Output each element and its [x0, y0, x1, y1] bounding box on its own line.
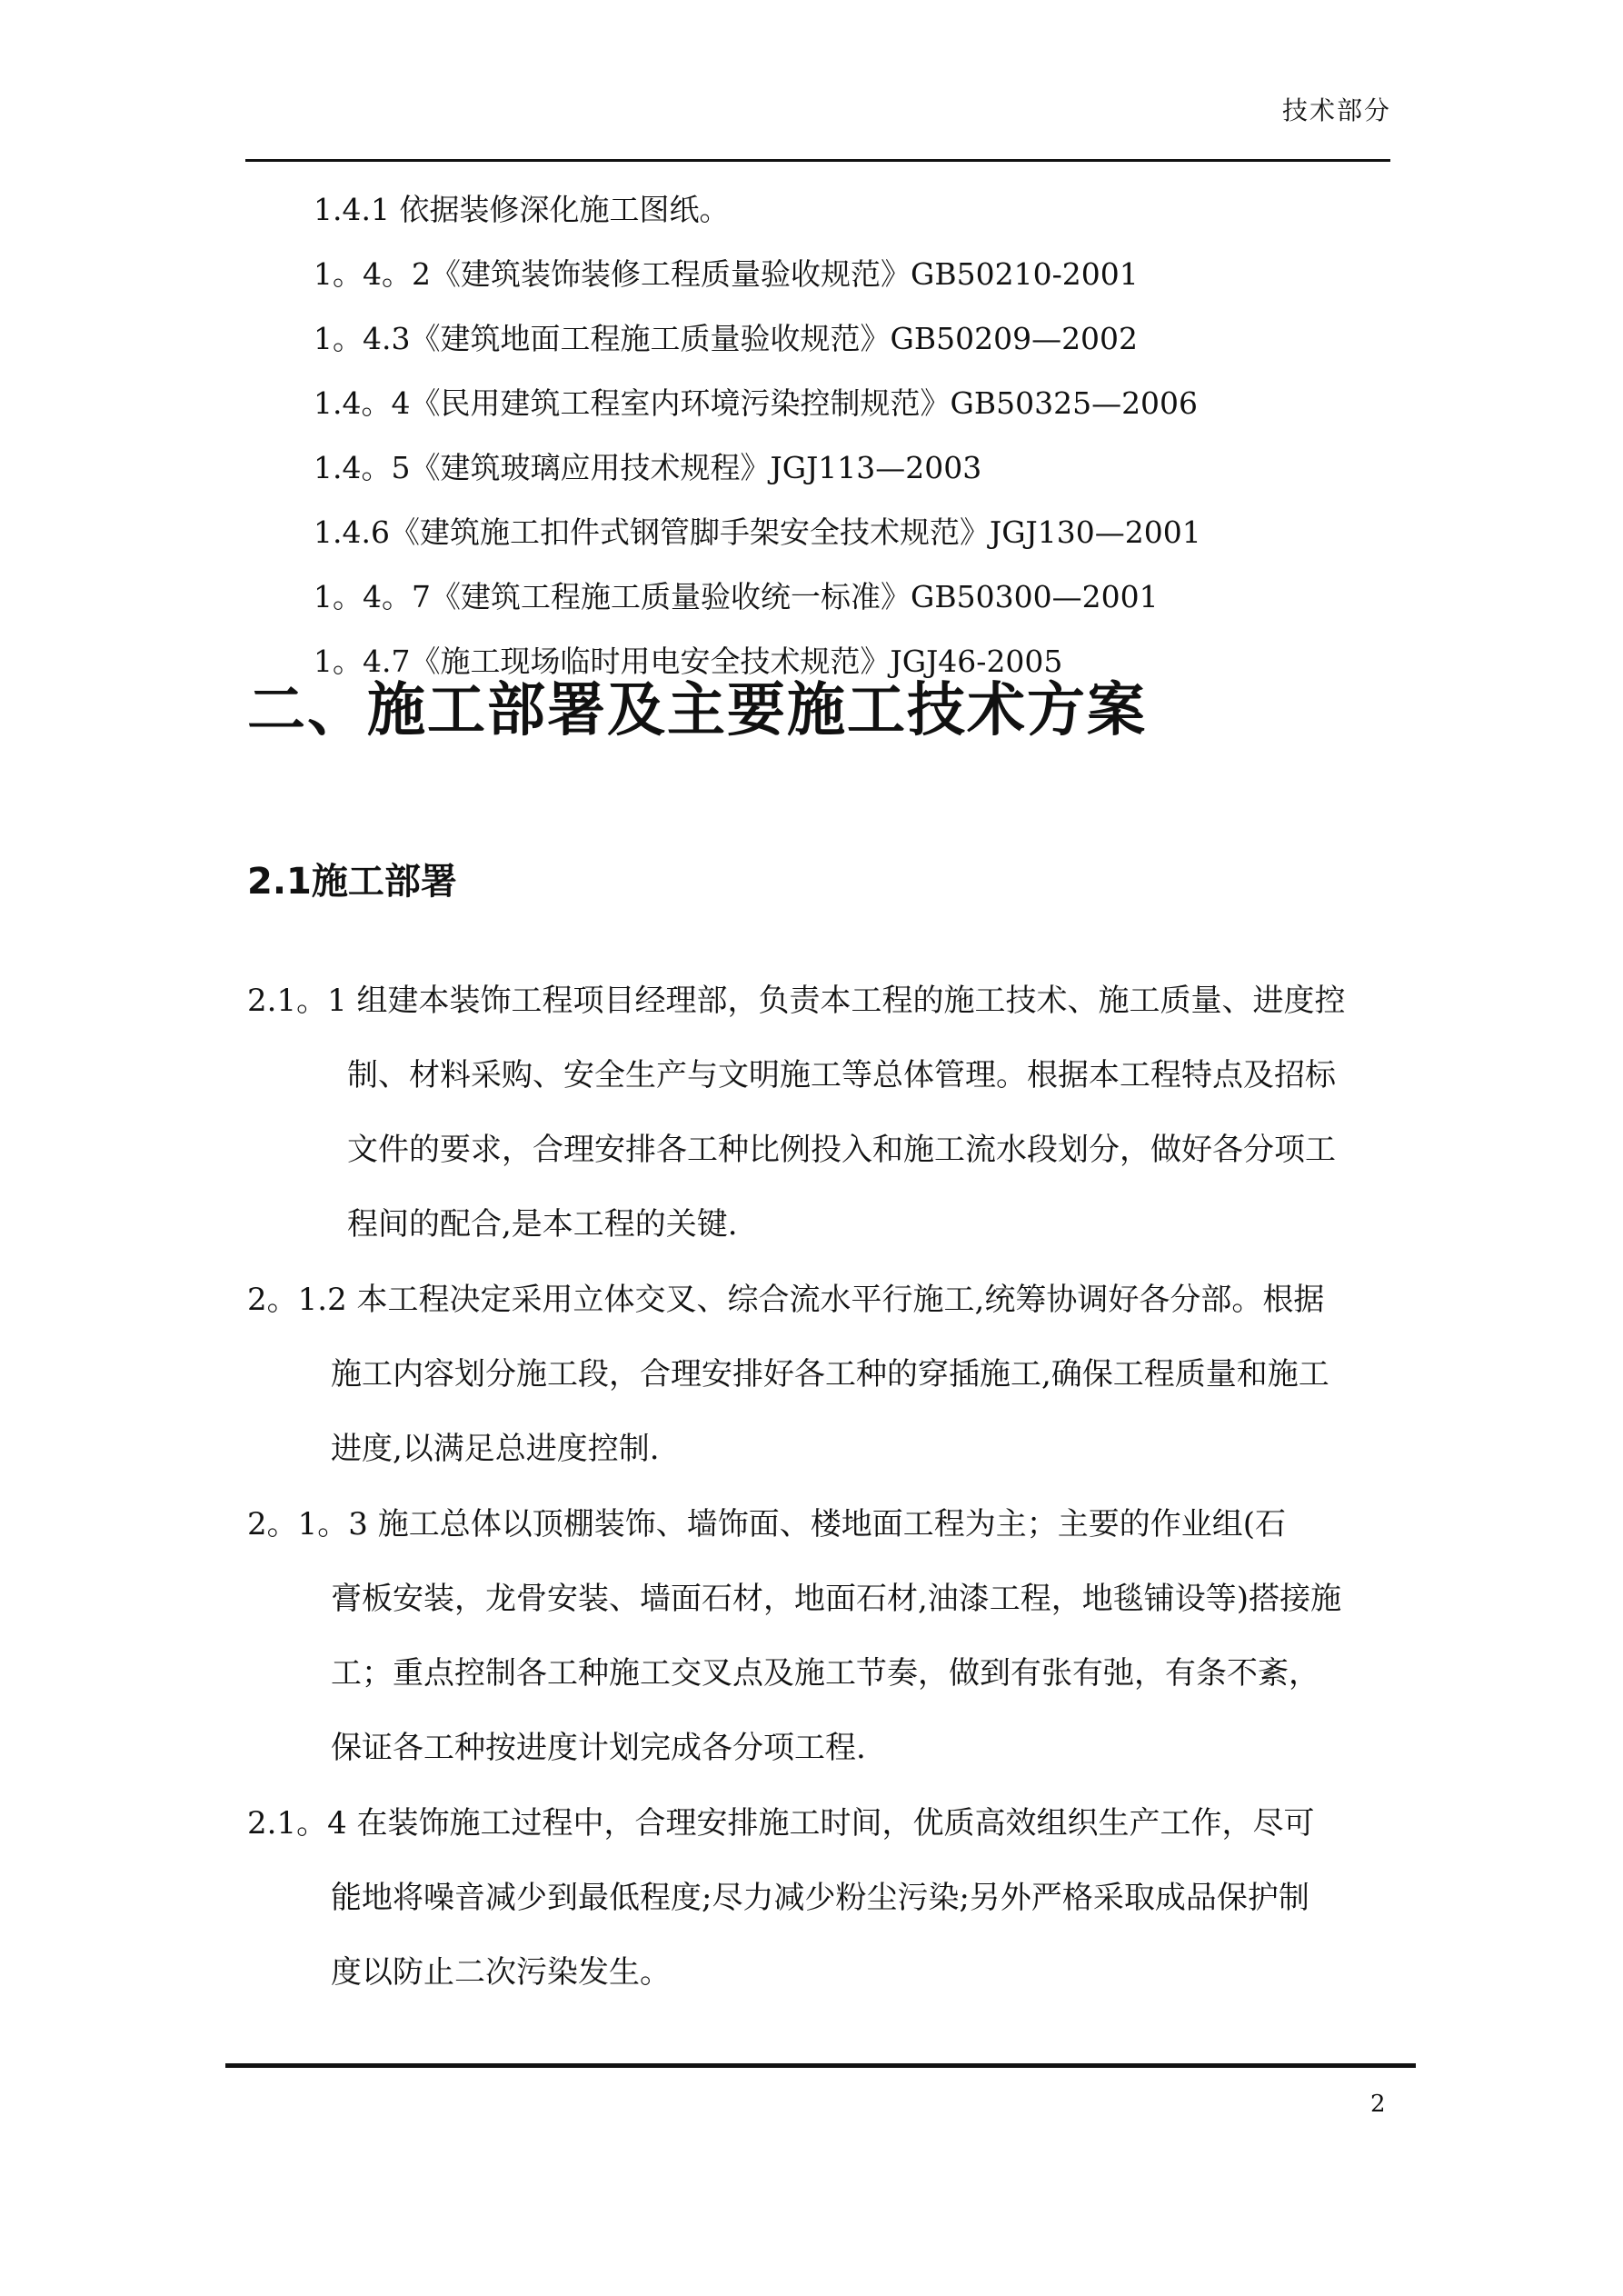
paragraph-line: 2.1。4 在装饰施工过程中，合理安排施工时间，优质高效组织生产工作，尽可 — [247, 1805, 1315, 1842]
paragraph-line: 2。1。3 施工总体以顶棚装饰、墙饰面、楼地面工程为主；主要的作业组(石 — [247, 1506, 1286, 1542]
reference-list — [314, 177, 1404, 694]
reference-item: 1.4。5《建筑玻璃应用技术规程》JGJ113—2003 — [314, 450, 982, 485]
paragraph-2-1-4 — [247, 1786, 1392, 2010]
paragraph-line: 度以防止二次污染发生。 — [331, 1954, 671, 1991]
reference-item: 1。4.3《建筑地面工程施工质量验收规范》GB50209—2002 — [314, 321, 1139, 356]
paragraph-line: 2.1。1 组建本装饰工程项目经理部，负责本工程的施工技术、施工质量、进度控 — [247, 983, 1346, 1019]
paragraph-line: 文件的要求，合理安排各工种比例投入和施工流水段划分，做好各分项工 — [347, 1132, 1336, 1168]
paragraph-line: 制、材料采购、安全生产与文明施工等总体管理。根据本工程特点及招标 — [347, 1057, 1336, 1093]
paragraph-line: 2。1.2 本工程决定采用立体交叉、综合流水平行施工,统筹协调好各分部。根据 — [247, 1282, 1325, 1318]
page-header: 技术部分 — [1281, 95, 1391, 125]
page-number: 2 — [1370, 2091, 1386, 2118]
reference-item: 1。4。7《建筑工程施工质量验收统一标准》GB50300—2001 — [314, 579, 1159, 614]
section-title: 2.1施工部署 — [247, 861, 457, 903]
reference-item: 1。4.7《施工现场临时用电安全技术规范》JGJ46-2005 — [314, 644, 1063, 679]
footer-divider — [225, 2063, 1416, 2068]
reference-item: 1.4.6《建筑施工扣件式钢管脚手架安全技术规范》JGJ130—2001 — [314, 514, 1201, 550]
chapter-title: 二、施工部署及主要施工技术方案 — [247, 676, 1147, 744]
reference-item: 1.4。4《民用建筑工程室内环境污染控制规范》GB50325—2006 — [314, 385, 1199, 421]
paragraph-line: 施工内容划分施工段，合理安排好各工种的穿插施工,确保工程质量和施工 — [331, 1356, 1329, 1393]
reference-item: 1.4.1 依据装修深化施工图纸。 — [314, 192, 730, 227]
paragraph-line: 能地将噪音减少到最低程度;尽力减少粉尘污染;另外严格采取成品保护制 — [331, 1880, 1309, 1916]
paragraph-2-1-2 — [247, 1263, 1392, 1486]
paragraph-2-1-3 — [247, 1487, 1392, 1785]
paragraph-line: 保证各工种按进度计划完成各分项工程. — [331, 1730, 866, 1766]
paragraph-line: 进度,以满足总进度控制. — [331, 1431, 660, 1467]
paragraph-line: 膏板安装，龙骨安装、墙面石材，地面石材,油漆工程，地毯铺设等)搭接施 — [331, 1581, 1342, 1617]
header-divider — [245, 159, 1390, 162]
paragraph-line: 工；重点控制各工种施工交叉点及施工节奏，做到有张有弛，有条不紊， — [331, 1655, 1319, 1692]
reference-item: 1。4。2《建筑装饰装修工程质量验收规范》GB50210-2001 — [314, 256, 1139, 292]
paragraph-2-1-1 — [247, 963, 1392, 1262]
paragraph-line: 程间的配合,是本工程的关键. — [347, 1206, 738, 1243]
